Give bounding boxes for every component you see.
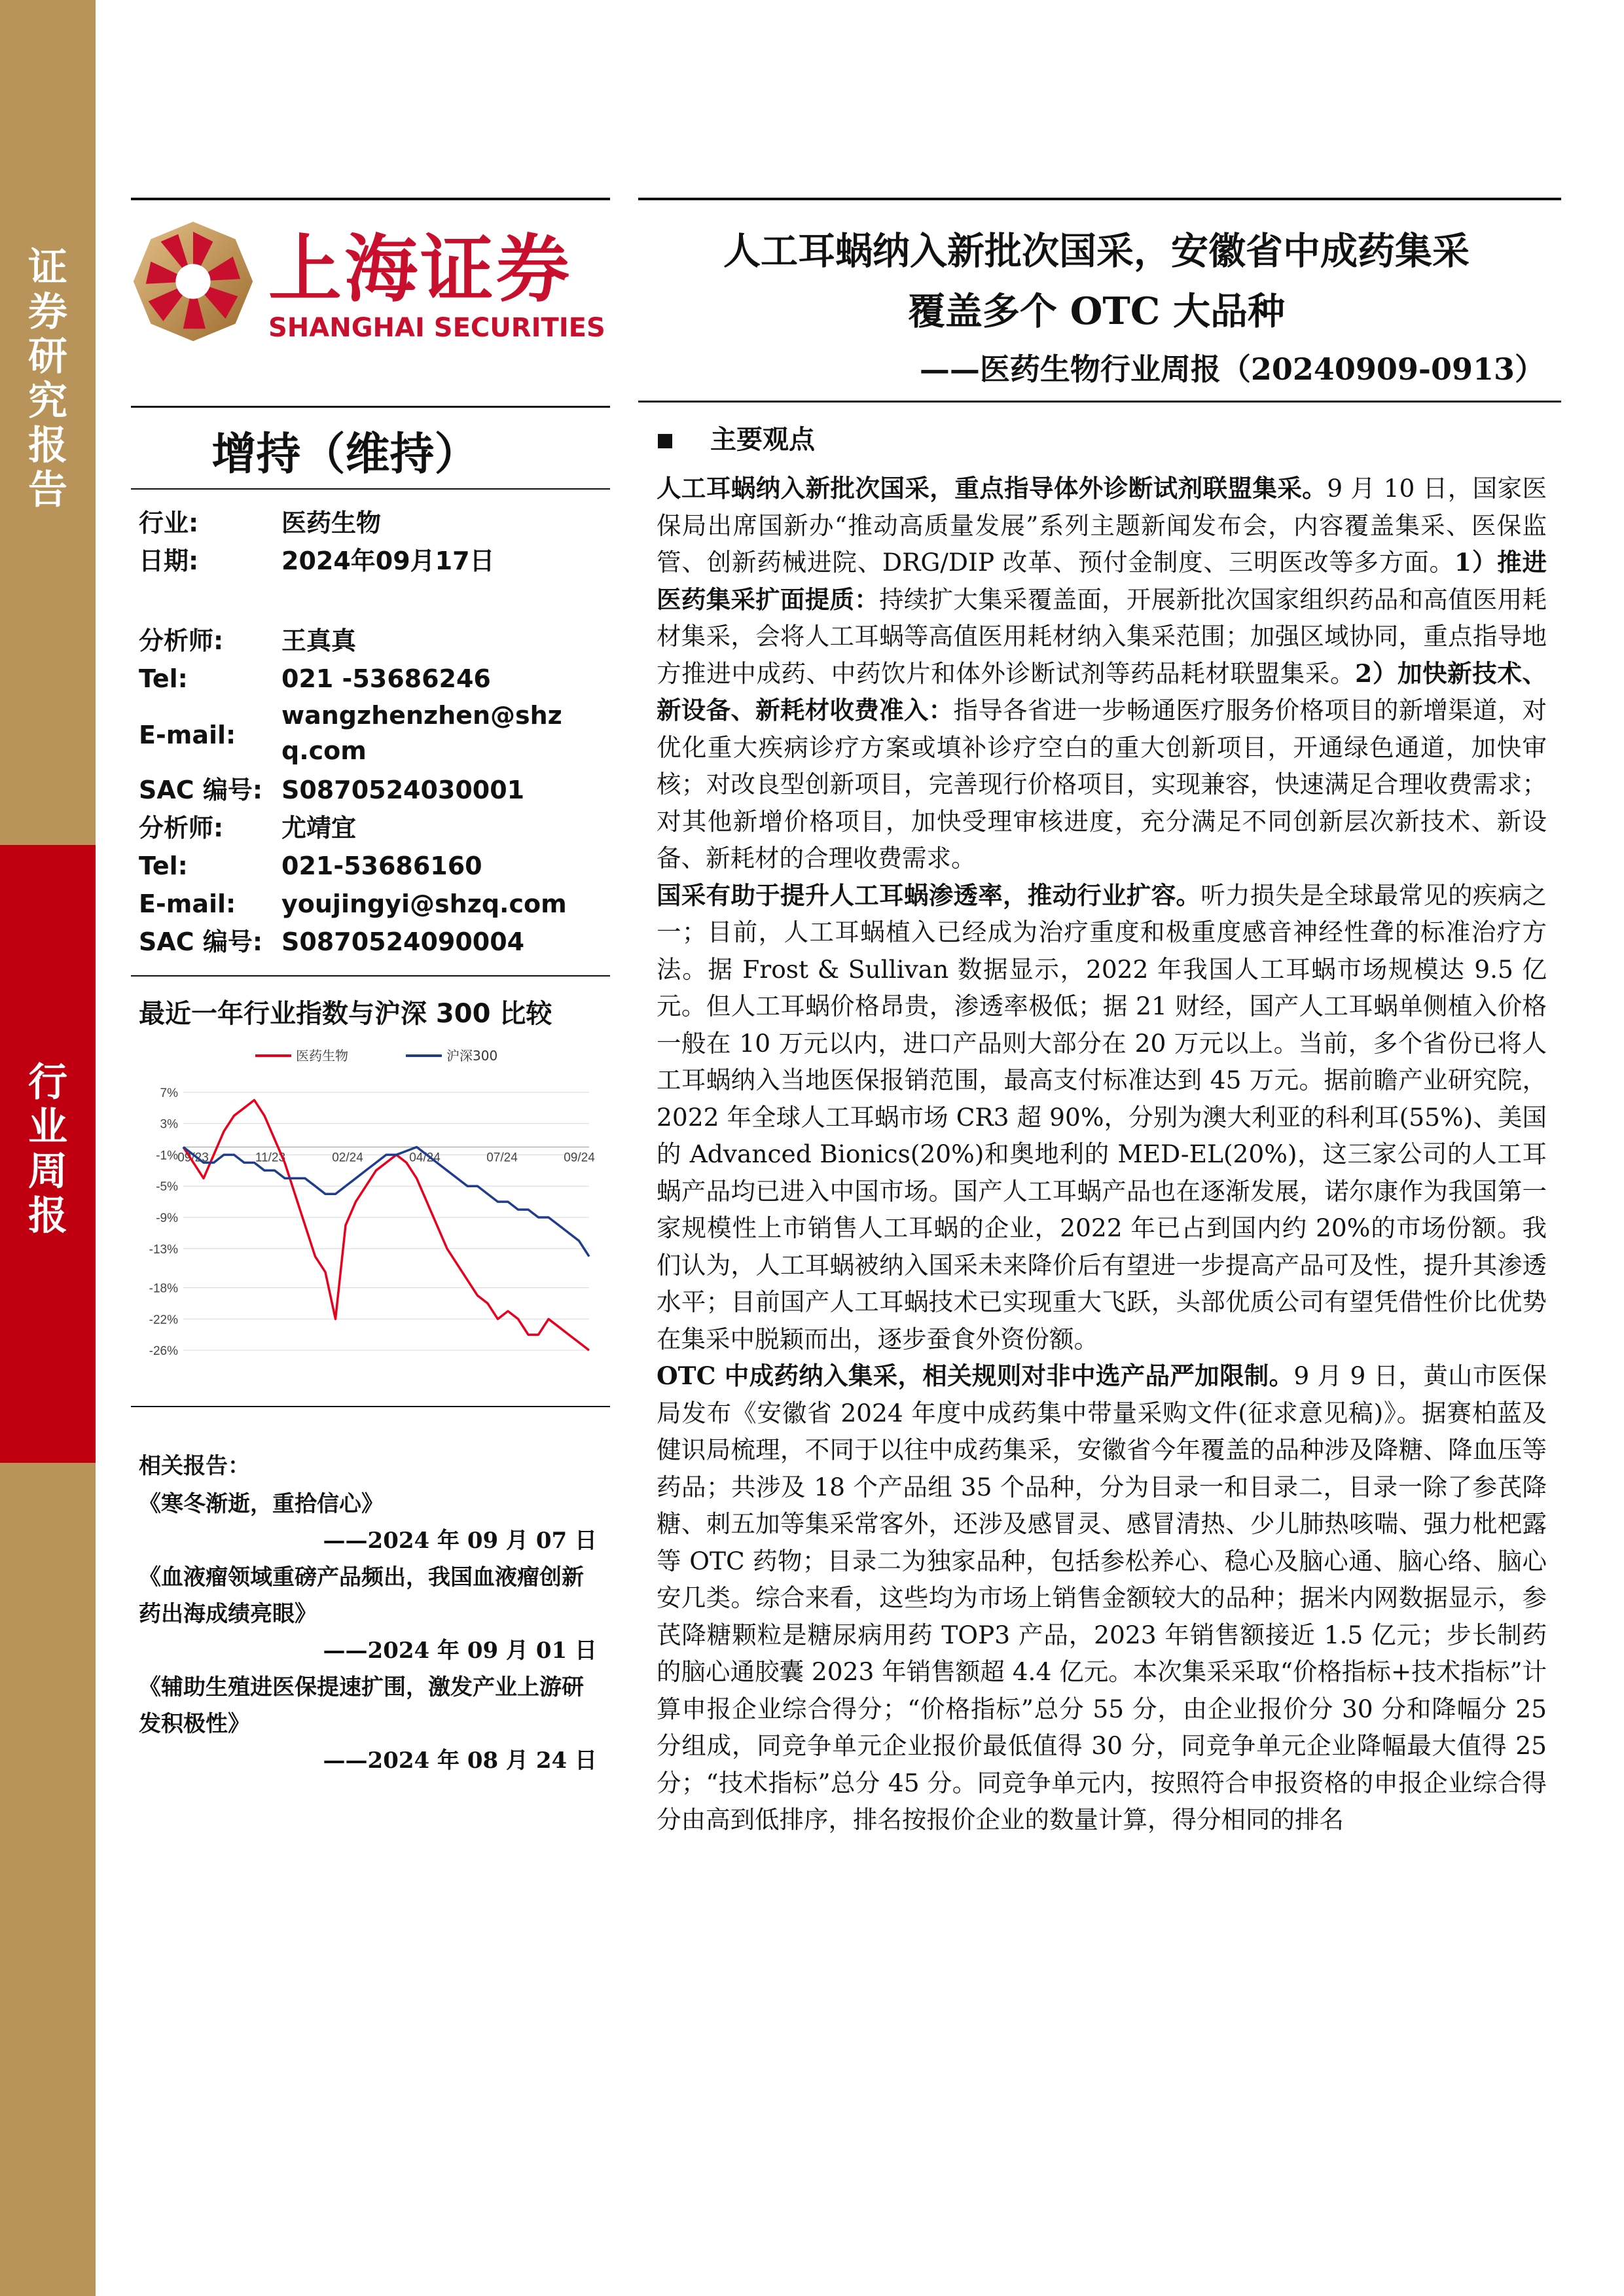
side-label-weekly-char: 周 (28, 1149, 67, 1194)
analyst1-name: 王真真 (281, 626, 357, 655)
y-tick-label: -1% (156, 1149, 178, 1163)
x-tick-label: 09/24 (564, 1151, 595, 1165)
report-title-line1: 人工耳蜗纳入新批次国采，安徽省中成药集采 (723, 229, 1470, 273)
related-report-date: ——2024 年 09 月 01 日 (323, 1638, 597, 1664)
related-report-title[interactable]: 《寒冬渐逝，重拾信心》 (139, 1491, 384, 1517)
email1-label: E-mail: (139, 721, 236, 749)
tel2-label: Tel: (139, 852, 188, 880)
x-tick-label: 09/23 (177, 1151, 209, 1165)
paragraph-1-point-1: 1）推进医药集采扩面提质： (657, 548, 1547, 614)
paragraph-2-text: 听力损失是全球最常见的疾病之一；目前，人工耳蜗植入已经成为治疗重度和极重度感音神经性聋的标准治疗方法。据 Frost & Sullivan 数据显示，2022 年我国人工耳蜗市场规模达 9.5 亿元。但人工耳蜗价格昂贵，渗透率极低；据 21 财经，国产人工耳蜗单侧植入价格一般在 10 万元以内，进口产品则大部分在 20 万元以上。当前，多个省份已将人工耳蜗纳入当地医保报销范围，最高支付标准达到 45 万元。据前瞻产业研究院，2022 年全球人工耳蜗市场 CR3 超 90%，分别为澳大利亚的科利耳(55%)、美国的 Advanced Bionics(20%)和奥地利的 MED-EL(20%)，这三家公司的人工耳蜗产品均已进入中国市场。国产人工耳蜗产品也在逐渐发展，诺尔康作为我国第一家规模性上市销售人工耳蜗的企业，2022 年已占到国内约 20%的市场份额。我们认为，人工耳蜗被纳入国采未来降价后有望进一步提高产品可及性，提升其渗透水平；目前国产人工耳蜗技术已实现重大飞跃，头部优质公司有望凭借性价比优势在集采中脱颖而出，逐步蚕食外资份额。 (657, 880, 1547, 1354)
related-report-1[interactable] (139, 1486, 597, 1559)
y-tick-label: 7% (160, 1086, 178, 1100)
side-label-report-char: 究 (28, 378, 67, 424)
analyst1-label: 分析师: (139, 626, 224, 655)
email1-value[interactable]: wangzhenzhen@shzq.com (281, 701, 562, 765)
y-tick-label: -13% (149, 1242, 178, 1257)
date-value: 2024年09月17日 (281, 547, 495, 575)
rating: 增持（维持） (211, 428, 479, 480)
info-block-analysts (139, 622, 597, 961)
side-label-report-char: 报 (28, 423, 67, 469)
section-title: 主要观点 (710, 425, 815, 455)
main-body (657, 470, 1547, 1839)
paragraph-3-lead: OTC 中成药纳入集采，相关规则对非中选产品严加限制。 (657, 1361, 1294, 1390)
y-tick-label: -5% (156, 1180, 178, 1194)
y-tick-label: -26% (149, 1344, 178, 1359)
info-block-industry (139, 504, 597, 580)
chart-rule-bottom (131, 1406, 610, 1407)
header-rule-right (638, 198, 1561, 200)
y-tick-label: 3% (160, 1117, 178, 1132)
section-heading (658, 419, 815, 456)
report-title (638, 221, 1555, 342)
logo-name-en: SHANGHAI SECURITIES (268, 313, 605, 343)
logo-mark-icon (131, 219, 255, 344)
sac1-value: S0870524030001 (281, 776, 525, 804)
related-report-title[interactable]: 《辅助生殖进医保提速扩围，激发产业上游研发积极性》 (139, 1674, 584, 1737)
info-rule (131, 975, 610, 977)
side-label-report-char: 告 (28, 467, 67, 513)
report-title-line2: 覆盖多个 OTC 大品种 (907, 289, 1286, 333)
x-tick-label: 07/24 (486, 1151, 518, 1165)
header-rule-left (131, 198, 610, 200)
related-report-date: ——2024 年 09 月 07 日 (323, 1528, 597, 1554)
email2-label: E-mail: (139, 889, 236, 918)
related-report-date: ——2024 年 08 月 24 日 (323, 1748, 597, 1774)
analyst2-name: 尤靖宜 (281, 814, 357, 842)
paragraph-1-point-2: 2）加快新技术、新设备、新耗材收费准入： (657, 658, 1547, 725)
paragraph-1-lead: 人工耳蜗纳入新批次国采，重点指导体外诊断试剂联盟集采。 (657, 474, 1327, 503)
x-tick-label: 11/23 (255, 1151, 286, 1165)
paragraph-3 (657, 1357, 1547, 1839)
paragraph-1-text-c: 指导各省进一步畅通医疗服务价格项目的新增渠道，对优化重大疾病诊疗方案或填补诊疗空白的重大创新项目，开通绿色通道，加快审核；对改良型创新项目，完善现行价格项目，实现兼容，快速满足合理收费需求；对其他新增价格项目，加快受理审核进度，充分满足不同创新层次新技术、新设备、新耗材的合理收费需求。 (657, 696, 1547, 872)
rating-rule-bottom (131, 488, 610, 490)
side-label-report (0, 245, 96, 512)
index-comparison-chart (131, 1037, 602, 1378)
y-tick-label: -18% (149, 1282, 178, 1296)
side-label-weekly-char: 行 (28, 1060, 67, 1105)
sac2-value: S0870524090004 (281, 927, 525, 956)
tel2-value: 021-53686160 (281, 852, 482, 880)
chart-title: 最近一年行业指数与沪深 300 比较 (139, 999, 552, 1029)
date-label: 日期: (139, 547, 199, 575)
analyst2-label: 分析师: (139, 814, 224, 842)
y-tick-label: -9% (156, 1211, 178, 1225)
bullet-square-icon (658, 434, 672, 448)
industry-value: 医药生物 (281, 509, 382, 537)
tel1-value: 021 -53686246 (281, 664, 491, 693)
logo-name-cn: 上海证券 (268, 227, 572, 312)
related-reports-title: 相关报告： (139, 1453, 250, 1479)
paragraph-1-text-a: 9 月 10 日，国家医保局出席国新办“推动高质量发展”系列主题新闻发布会，内容覆盖集采、医保监管、创新药械进院、DRG/DIP 改革、预付金制度、三明医改等多方面。 (657, 474, 1547, 577)
y-tick-label: -22% (149, 1313, 178, 1327)
side-label-report-char: 券 (28, 289, 67, 335)
related-report-2[interactable] (139, 1559, 597, 1669)
paragraph-3-text: 9 月 9 日，黄山市医保局发布《安徽省 2024 年度中成药集中带量采购文件(征求意见稿)》。据赛柏蓝及健识局梳理，不同于以往中成药集采，安徽省今年覆盖的品种涉及降糖、降血压等药品；共涉及 18 个产品组 35 个品种，分为目录一和目录二，目录一除了参芪降糖、刺五加等集采常客外，还涉及感冒灵、感冒清热、少儿肺热咳喘、强力枇杷露等 OTC 药物；目录二为独家品种，包括参松养心、稳心及脑心通、脑心络、脑心安几类。综合来看，这些均为市场上销售金额较大的品种；据米内网数据显示，参芪降糖颗粒是糖尿病用药 TOP3 产品，2023 年销售额接近 1.5 亿元；步长制药的脑心通胶囊 2023 年销售额超 4.4 亿元。本次集采采取“价格指标+技术指标”计算申报企业综合得分；“价格指标”总分 55 分，由企业报价分 30 分和降幅分 25 分组成，同竞争单元企业报价最低值得 30 分，同竞争单元企业降幅最大值得 25 分；“技术指标”总分 45 分。同竞争单元内，按照符合申报资格的申报企业综合得分由高到低排序，排名按报价企业的数量计算，得分相同的排名 (657, 1361, 1547, 1834)
side-label-report-char: 证 (28, 245, 67, 291)
series-line-1 (183, 1100, 589, 1350)
company-logo (131, 216, 605, 347)
side-label-weekly-char: 报 (28, 1193, 67, 1239)
sac2-label: SAC 编号: (139, 927, 263, 956)
x-tick-label: 02/24 (332, 1151, 363, 1165)
paragraph-2-lead: 国采有助于提升人工耳蜗渗透率，推动行业扩容。 (657, 880, 1201, 910)
side-label-weekly (0, 1060, 96, 1238)
side-label-weekly-char: 业 (28, 1104, 67, 1150)
legend-label-1: 医药生物 (296, 1048, 348, 1064)
paragraph-1-text-b: 持续扩大集采覆盖面，开展新批次国家组织药品和高值医用耗材集采，会将人工耳蜗等高值医用耗材纳入集采范围；加强区域协同，重点指导地方推进中成药、中药饮片和体外诊断试剂等药品耗材联盟集采。 (657, 584, 1547, 688)
side-label-report-char: 研 (28, 334, 67, 380)
sac1-label: SAC 编号: (139, 776, 263, 804)
email2-value[interactable]: youjingyi@shzq.com (281, 889, 567, 918)
title-rule-bottom (638, 401, 1561, 403)
paragraph-2 (657, 877, 1547, 1358)
related-report-3[interactable] (139, 1669, 597, 1779)
x-tick-label: 04/24 (409, 1151, 441, 1165)
tel1-label: Tel: (139, 664, 188, 693)
legend-label-2: 沪深300 (446, 1048, 498, 1064)
related-report-title[interactable]: 《血液瘤领域重磅产品频出，我国血液瘤创新药出海成绩亮眼》 (139, 1564, 584, 1627)
report-subtitle: ——医药生物行业周报（20240909-0913） (919, 351, 1545, 387)
paragraph-1 (657, 470, 1547, 877)
rating-rule-top (131, 406, 610, 408)
industry-label: 行业: (139, 509, 199, 537)
